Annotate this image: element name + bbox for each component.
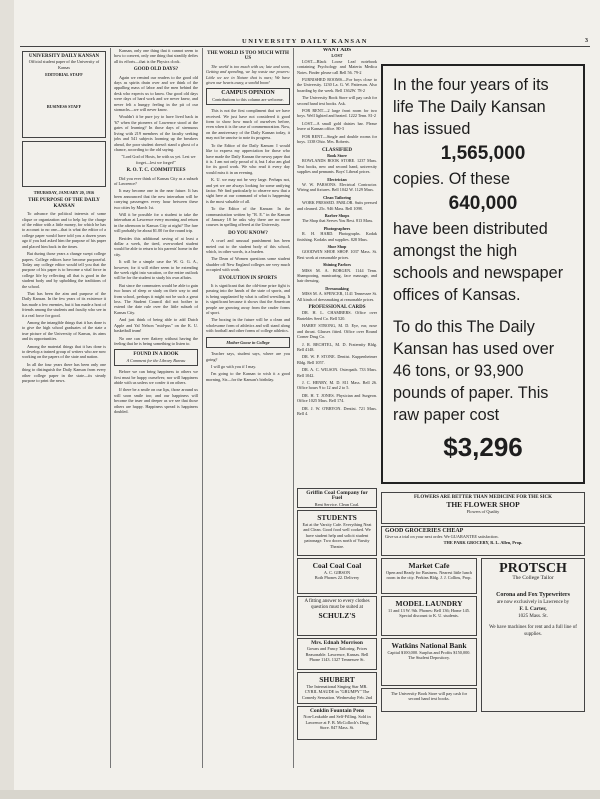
park-grocery-ad — [381, 526, 585, 556]
professional-card: HARRY STRONG, M. D. Eye, ear, nose and throat. Glasses fitted. Office over Round Corner Drug Co. — [297, 323, 377, 340]
paper-nameplate — [22, 51, 106, 138]
article-heading: DO YOU KNOW? — [228, 230, 268, 236]
article-paragraph: Wouldn't it be pure joy to have lived back in '67 when the pioneers of Lawrence stood at the gates of learning? In those days of strenuous living with 219 members of the faculty seeking jobs and 541 subjects looming up the breakers ahead, the poor student doesn't stand a ghost of a chance, according to the old saying. — [114, 114, 198, 152]
article-paragraph: And just think of being able to add Dutch Apple and Yal Nelson "mid-pus" on the K. U. basketball team! — [114, 317, 198, 334]
classified-category: Shining Parlors — [322, 262, 352, 268]
circulation-text: copies. Of these — [393, 170, 510, 188]
editorial-title: THE PURPOSE OF THE DAILY KANSAN — [28, 198, 100, 209]
protsch-tailor-ad — [481, 558, 585, 712]
ad-title: Watkins National Bank — [391, 641, 467, 650]
market-cafe-ad — [381, 558, 477, 594]
flower-shop-ad — [381, 492, 585, 524]
poem-text: The world is too much with us; late and soon, Getting and spending, we lay waste our powers: Little we see in Nature that is ours; We have given our hearts away, a sordid boon! — [206, 63, 290, 86]
business-heading: BUSINESS STAFF — [46, 103, 82, 109]
ad-text: A fitting answer to every clothes question must be suited at — [304, 599, 370, 610]
editorial-paragraph: Among the intangible things that it has done is to give the high school graduates of the state a true picture of the University of Kansas, its aims and its opportunities. — [22, 319, 106, 342]
masthead: UNIVERSITY DAILY KANSAN — [242, 38, 368, 45]
professional-card: DR. H. L. CHAMBERS. Office over Barteldes Seed Co. Bell 520. — [297, 310, 377, 321]
ad-text: Rent Service. Clean Coal. — [314, 501, 360, 507]
paper-name: UNIVERSITY DAILY KANSAN — [28, 54, 100, 59]
article-paragraph: Kansan, only one thing that it cannot seem to bow to convert, only one thing that steadily defies all its efforts—that is the Physics clock. — [114, 48, 198, 64]
ad-text: Capital $100,000. Surplus and Profits $150,000. The Student Depository. — [387, 650, 471, 661]
griffin-coal-ad — [297, 488, 377, 508]
article-paragraph: The Dean of Women questions some student shudder off New England colleges are very much occupied with work. — [206, 256, 290, 273]
editorial-paragraph: Among the material things that it has done is to develop a trained group of writers who are now working on the papers of the state and nation. — [22, 343, 106, 360]
editorial-paragraph: In all the four years there has been only one thing to distinguish the Daily Kansan from every other college paper in the state—its steady purpose to print the news. — [22, 361, 106, 384]
column-rule — [293, 48, 294, 768]
classified-category: Photographers — [323, 225, 351, 231]
ad-title: SCHULZ'S — [318, 611, 356, 620]
classified-category: Barber Shops — [324, 212, 350, 218]
article-paragraph: But since the commuters would be able to gain two hours of sleep or study on their way to and from school, perhaps it might not be such a great loss. The Student Council did not bother to extend the date rule over the little suburb of Kansas City. — [114, 282, 198, 315]
letter-paragraph: To the Editor of the Kansan: In the communication written by "R. E." in the Kansan of January 18 he asks why there are no more courses in spelling offered at the University. — [206, 206, 290, 228]
poem-title: THE WORLD IS TOO MUCH WITH US — [207, 51, 289, 62]
letter-paragraph: To the Editor of the Daily Kansan: I would like to express my appreciation for those who have made the Daily Kansan the newsy paper that it is. I am not only proud of it, but I also am glad for its good work. We who read it every day would miss it in an evening. — [206, 142, 290, 175]
ad-text: We have machines for rent and a full line of supplies. — [489, 625, 577, 638]
verse-line: Teacher says, student says, where are you going? — [206, 351, 290, 362]
article-paragraph: The boxing in the future will be a clean and wholesome form of athletics and will stand along with football and other forms of college athletics. — [206, 317, 290, 334]
classified-heading: CLASSIFIED — [321, 147, 352, 153]
ad-text: 11 and 13 W. 9th. Phones: Bell 136; Home 145. Special discount to K. U. students. — [388, 608, 470, 619]
ad-text: Both Phones 22. Delivery — [314, 575, 360, 581]
classified-category: Dressmaking — [325, 285, 349, 291]
staff-heading: EDITORIAL STAFF — [45, 72, 83, 78]
ad-title: THE FLOWER SHOP — [446, 500, 520, 510]
ad-text: A. C. GIBSON — [323, 570, 351, 575]
ad-text: The University Book Store will pay cash for second hand text books. — [390, 691, 468, 702]
page-number: 3 — [585, 38, 588, 44]
mother-goose-heading: Mother Goose in College — [206, 337, 290, 348]
copies-issued-number: 1,565,000 — [440, 143, 526, 164]
article-paragraph: It will be a simple case the W. G. G. A., however, for it will either seem to be extending the week right into vacation, or the entire outlook will be for the student to study his own affairs. — [114, 259, 198, 281]
editorial-paragraph: That has been the aim and purpose of the Daily Kansan. In the few years of its existence it has made a few enemies, but it has made a host of friends among the students and faculty who see in it a real force for good. — [22, 290, 106, 318]
column-campus-opinion — [206, 48, 290, 788]
campus-opinion-header — [206, 88, 290, 105]
ad-title: STUDENTS — [317, 513, 357, 522]
circulation-text: have been distributed amongst the high schools and newspaper offices of Kansas. — [393, 220, 564, 304]
classified-ad: ROWLANDS BOOK STORE. 1237 Mass. Text books, new and second hand, university supplies and pennants. Boys' Liberal prices. — [297, 158, 377, 175]
article-paragraph: Besides this additional saving of at least a dollar a week, the tired, overworked student would be able to return to his parents' home in the city. — [114, 235, 198, 257]
classified-ad: R. H. HARD. Photographs. Kodak finishing. Kodaks and supplies. 828 Mass. — [297, 231, 377, 242]
want-ad: LOST—A small gold daisies bar. Please leave at Kansan office. 80-3 — [297, 120, 377, 132]
classified-category: Shoe Shop — [327, 244, 347, 249]
ad-text: FLOWERS ARE BETTER THAN MEDICINE FOR THE SICK — [413, 495, 553, 500]
article-paragraph: A cruel and unusual punishment has been meted out to the student body of this school, which, in other words, is a burden. — [206, 238, 290, 254]
want-ad: LOST—Black Loose Leaf notebook containing Psychology and Materia Medica Notes. Finder please call Bell 56. 79-2 — [297, 58, 377, 75]
article-subheading: A Comment for the Library Bureau — [126, 357, 186, 363]
morrison-gowns-ad — [297, 638, 377, 670]
ad-text: F. I. Carter, — [519, 606, 547, 613]
page-edge-shadow — [0, 0, 14, 799]
column-rule — [202, 48, 203, 768]
classified-ad: W. W. PARSONS. Electrical Contractor. Wiring and fixtures. Bell 1042 W. 1129 Mass. — [297, 181, 377, 193]
article-paragraph: If there be a smile on our lips, those around us will soon smile too; and our happiness will become the truer and deeper as we see that those others are happy. Happiness spread is happiness doubled. — [114, 387, 198, 414]
want-ad: FOR RENT—Single and double rooms for boys. 1338 Ohio. Mrs. Roberts. — [297, 133, 377, 145]
gibson-coal-ad — [297, 558, 377, 594]
date-line: THURSDAY, JANUARY 20, 1916 — [33, 190, 95, 196]
ad-title: Mrs. Ednah Morrison — [311, 640, 363, 646]
ad-text: Non-Leakable and Self-Filling. Sold in Lawrence at F. B. McColloch's Drug Store. 847 Mass. St. — [303, 714, 371, 731]
bookstore-ad — [381, 688, 477, 712]
classified-ad: MISS M. A. SPENCER, 1141 Tennessee St. All kinds of dressmaking at reasonable prices. — [297, 291, 377, 302]
paper-subtitle: Official student paper of the University of Kansas — [28, 59, 100, 70]
watkins-bank-ad — [381, 638, 477, 686]
ad-title: SHUBERT — [319, 675, 355, 684]
article-quote: "Lord God of Hosts, be with us yet. Lest we forget—lest we forget!" — [121, 154, 196, 165]
article-heading: R. O. T. C. COMMITTEES — [126, 168, 186, 174]
ad-text: The International Singing Star MR. CYRIL MAUDE in "GRUMPY" The Comedy Sensation. Wednesday Feb. 2nd — [301, 684, 373, 700]
classified-category: Clean Tailoring — [323, 194, 351, 200]
column-editorial-2 — [114, 48, 198, 788]
want-ads-heading: WANT ADS — [322, 48, 352, 53]
ad-title: Griffin Coal Company for Fuel — [306, 490, 368, 502]
professional-card: DR. W. P. STONE. Dentist. Kuppenheimer Bldg. Bell 1057. — [297, 354, 377, 365]
want-ad: FURNISHED ROOMS—For boys close to the University. 1230 La. G. W. Patterson. Also boarding by the week. Bell 1362W. 78-2 — [297, 77, 377, 93]
ad-text: The College Tailor — [512, 575, 554, 581]
classified-ad: GOODWIN SHOE SHOP. 1037 Mass. St. Best work at reasonable prices. — [297, 249, 377, 260]
schulz-clothes-ad — [297, 596, 377, 636]
article-heading: EVOLUTION IN SPORTS — [219, 275, 277, 281]
professional-card: J. R. BECHTEL, M. D. Fraternity Bldg. Bell 4148. — [297, 341, 377, 352]
lost-heading: LOST — [331, 53, 343, 59]
verse-line: I will go with you if I may. — [211, 363, 257, 369]
conklin-pens-ad — [297, 706, 377, 740]
article-heading: FOUND IN A BOOK — [133, 352, 179, 358]
article-paragraph: It is significant that the old-time prize fight is passing into the hands of the state of sports, and is being supplanted by what is called wrestling. It is significant because it shows that the American people are growing away from the cruder forms of sport. — [206, 283, 290, 316]
article-heading: GOOD OLD DAYS? — [133, 67, 179, 73]
ad-title: Corona and Fox Typewriters — [496, 592, 570, 599]
article-paragraph: Before we can bring happiness to others we first must be happy ourselves; nor will happiness abide with us unless we confer it on others. — [114, 369, 198, 385]
article-paragraph: Again we remind our readers to the good old days as spirits drain over and we think of the appalling mass of labor and the men behind the desk who expects us to know. Our good old days were days of hard work and we never knew, and never felt a hungry feeling in the pit of our stomachs—we will never know. — [114, 74, 198, 113]
notice-box — [22, 141, 106, 187]
professional-card: DR. J. W. O'BRYON. Dentist. 721 Mass. Bell 4. — [297, 405, 377, 416]
article-paragraph: Did you ever think of Kansas City as a suburb of Lawrence? — [114, 175, 198, 186]
verse-line: I'm going to the Kansan to wish it a good morning, Sir—for the Kansan's birthday. — [206, 371, 290, 382]
ad-text: Eat at the Varsity Cafe. Everything Neat and Clean. Good food well cooked. We have student help and solicit student patronage. Two doors north of Varsity Theatre. — [302, 522, 372, 549]
circulation-text: In the four years of its life The Daily Kansan has issued — [393, 76, 549, 138]
ad-text: THE PARK GROCERY, R. L. Allen, Prop. — [443, 539, 523, 545]
editorial-paragraph: To advance the political interests of some clique or organization and to help lay the charge of the editor with a little money, for which he has to account to no one—that is what the editor of a college paper would have told you a dozen years ago if you had asked him the purpose of his paper and placed him back in the times. — [22, 211, 106, 249]
campus-opinion-sub: Contributions to this column are welcome. — [212, 96, 284, 102]
students-cafe-ad — [297, 510, 377, 556]
letter-paragraph: K. U. we may not be very large. Perhaps not, and yet we are always looking for some unifying factor. We find particularly to observe now that a sight here at our command of what is happening is the most valuable of all. — [206, 177, 290, 204]
professional-card: DR. A. C. WILSON. Osteopath. 733 Mass. Bell 1042. — [297, 367, 377, 378]
professional-card: DR. H. T. JONES. Physician and Surgeon. Office 1025 Mass. Bell 174. — [297, 392, 377, 404]
classified-ad: WORK PRESSED. PARLOR. Suits pressed and cleaned. 25c. 946 Mass. Bell 1098. — [297, 200, 377, 211]
column-rule — [110, 48, 111, 768]
article-paragraph: Will it be possible for a student to take the interurban at Lawrence every morning and return in the afternoon to Kansas City at night? The fare will probably be about $1.00 for the round trip. — [114, 211, 198, 234]
ad-text: are now exclusively in Lawrence by — [496, 600, 570, 606]
editorial-paragraph: But during those years a change swept college papers. College editors have become purposeful. Today any college editor would tell you that the purpose of his paper is to become a vital force in college life by reflecting all that is good in the student body and by upholding the traditions of the school. — [22, 251, 106, 289]
kansan-circulation-ad — [381, 64, 585, 484]
circulation-text: To do this The Daily Kansan has used over 46 tons, or 93,900 pounds of paper. This raw paper cost — [393, 318, 555, 424]
professional-card: J. C. HENRY, M. D. 811 Mass. Bell 26. Office hours 9 to 12 and 2 to 5. — [297, 379, 377, 391]
ad-title: Market Cafe — [408, 561, 450, 570]
found-in-book-box — [114, 349, 198, 366]
want-ad: FOR RENT—2 large front room for two boys. Well lighted and heated. 1222 Tenn. 81-2 — [297, 108, 377, 119]
ad-text: Open and Ready for Business. Nearest little lunch room in the city. Perkins Bldg. J. J. Collins, Prop. — [386, 570, 472, 581]
classified-category: Book Store — [327, 152, 347, 158]
article-paragraph: No one can ever flattery without having the feeling that he is being something to listen to. — [114, 335, 198, 346]
ad-title: MODEL LAUNDRY — [395, 599, 463, 608]
ad-title: Coal Coal Coal — [312, 561, 362, 570]
column-editorial — [22, 48, 106, 788]
shubert-theatre-ad — [297, 672, 377, 704]
article-paragraph: It may become one in the near future. It has been announced that the new interurban will be carrying passengers every hour between these two cities by March 1st. — [114, 188, 198, 210]
classified-category: Electrician — [327, 176, 347, 182]
professional-heading: PROFESSIONAL CARDS — [308, 305, 366, 311]
ad-title: PROTSCH — [499, 561, 567, 576]
want-ad: The University Book Store will pay cash for second hand text books. Ask. — [297, 95, 377, 106]
ad-title: GOOD GROCERIES CHEAP — [385, 528, 464, 534]
ad-text: Gowns and Fancy Tailoring. Prices Reasonable. Lawrence, Kansas. Bell Phone 1143. 1327 Tennessee St. — [305, 646, 369, 663]
classified-ad: MISS M. A. BORGEN. 1144 Tenn. Shampooing, manicuring, face massage, and hair dressing. — [297, 267, 377, 284]
page-bottom-shadow — [0, 790, 600, 799]
ad-title: Conklin Fountain Pens — [309, 708, 365, 714]
paper-cost: $3,296 — [443, 432, 523, 462]
ad-text: 1025 Mass. St. — [518, 614, 548, 620]
column-want-ads — [297, 48, 377, 533]
classified-ad: The Shop that Serves You Best. 813 Mass. — [302, 218, 374, 224]
letter-paragraph: This is not the first compliment that we have received. We just have not considered it good form to show how much of ourselves before, even when it is the case of commemoration. Now, on the anniversary of the Daily Kansan today, it may not be unwise to note its progress. — [206, 108, 290, 141]
ad-text: Give us a trial on your next order. We GUARANTEE satisfaction. — [385, 534, 499, 540]
model-laundry-ad — [381, 596, 477, 636]
copies-distributed-number: 640,000 — [448, 193, 518, 214]
campus-opinion-title: CAMPUS OPINION — [221, 90, 275, 97]
ad-text: Flowers of Quality — [466, 509, 500, 515]
masthead-rule — [20, 46, 590, 47]
